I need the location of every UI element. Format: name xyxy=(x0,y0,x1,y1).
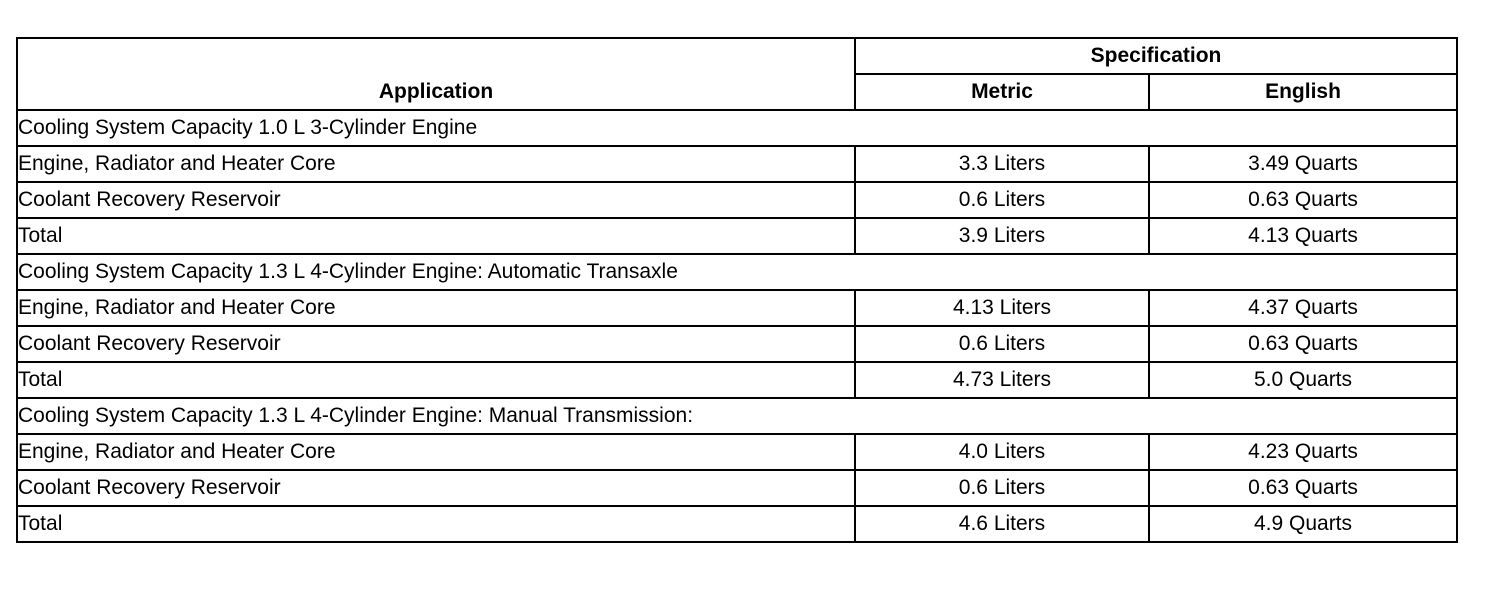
group-title: Cooling System Capacity 1.0 L 3-Cylinder Engine xyxy=(17,110,1457,146)
group-row xyxy=(17,110,1457,146)
table-row xyxy=(17,182,1457,218)
table-row xyxy=(17,218,1457,254)
row-label: Engine, Radiator and Heater Core xyxy=(17,146,855,182)
specification-header: Specification xyxy=(855,38,1457,74)
group-row xyxy=(17,254,1457,290)
table-row xyxy=(17,290,1457,326)
english-value: 4.37 Quarts xyxy=(1149,290,1457,326)
metric-header: Metric xyxy=(855,74,1149,110)
group-title: Cooling System Capacity 1.3 L 4-Cylinder Engine: Automatic Transaxle xyxy=(17,254,1457,290)
table-row xyxy=(17,470,1457,506)
cooling-capacity-table xyxy=(16,37,1458,543)
metric-value: 4.13 Liters xyxy=(855,290,1149,326)
english-value: 0.63 Quarts xyxy=(1149,182,1457,218)
english-value: 4.9 Quarts xyxy=(1149,506,1457,542)
group-row xyxy=(17,398,1457,434)
english-value: 0.63 Quarts xyxy=(1149,470,1457,506)
table-row xyxy=(17,434,1457,470)
english-value: 3.49 Quarts xyxy=(1149,146,1457,182)
header-row-top xyxy=(17,38,1457,74)
row-label: Engine, Radiator and Heater Core xyxy=(17,434,855,470)
metric-value: 4.0 Liters xyxy=(855,434,1149,470)
english-value: 0.63 Quarts xyxy=(1149,326,1457,362)
metric-value: 3.3 Liters xyxy=(855,146,1149,182)
table-row xyxy=(17,362,1457,398)
metric-value: 4.73 Liters xyxy=(855,362,1149,398)
row-label: Coolant Recovery Reservoir xyxy=(17,470,855,506)
row-label: Total xyxy=(17,218,855,254)
english-header: English xyxy=(1149,74,1457,110)
metric-value: 4.6 Liters xyxy=(855,506,1149,542)
application-header: Application xyxy=(17,38,855,110)
metric-value: 0.6 Liters xyxy=(855,470,1149,506)
table-row xyxy=(17,506,1457,542)
english-value: 4.23 Quarts xyxy=(1149,434,1457,470)
row-label: Total xyxy=(17,506,855,542)
row-label: Coolant Recovery Reservoir xyxy=(17,182,855,218)
row-label: Total xyxy=(17,362,855,398)
english-value: 4.13 Quarts xyxy=(1149,218,1457,254)
row-label: Engine, Radiator and Heater Core xyxy=(17,290,855,326)
group-title: Cooling System Capacity 1.3 L 4-Cylinder Engine: Manual Transmission: xyxy=(17,398,1457,434)
metric-value: 3.9 Liters xyxy=(855,218,1149,254)
table-row xyxy=(17,146,1457,182)
row-label: Coolant Recovery Reservoir xyxy=(17,326,855,362)
metric-value: 0.6 Liters xyxy=(855,182,1149,218)
english-value: 5.0 Quarts xyxy=(1149,362,1457,398)
table-row xyxy=(17,326,1457,362)
metric-value: 0.6 Liters xyxy=(855,326,1149,362)
